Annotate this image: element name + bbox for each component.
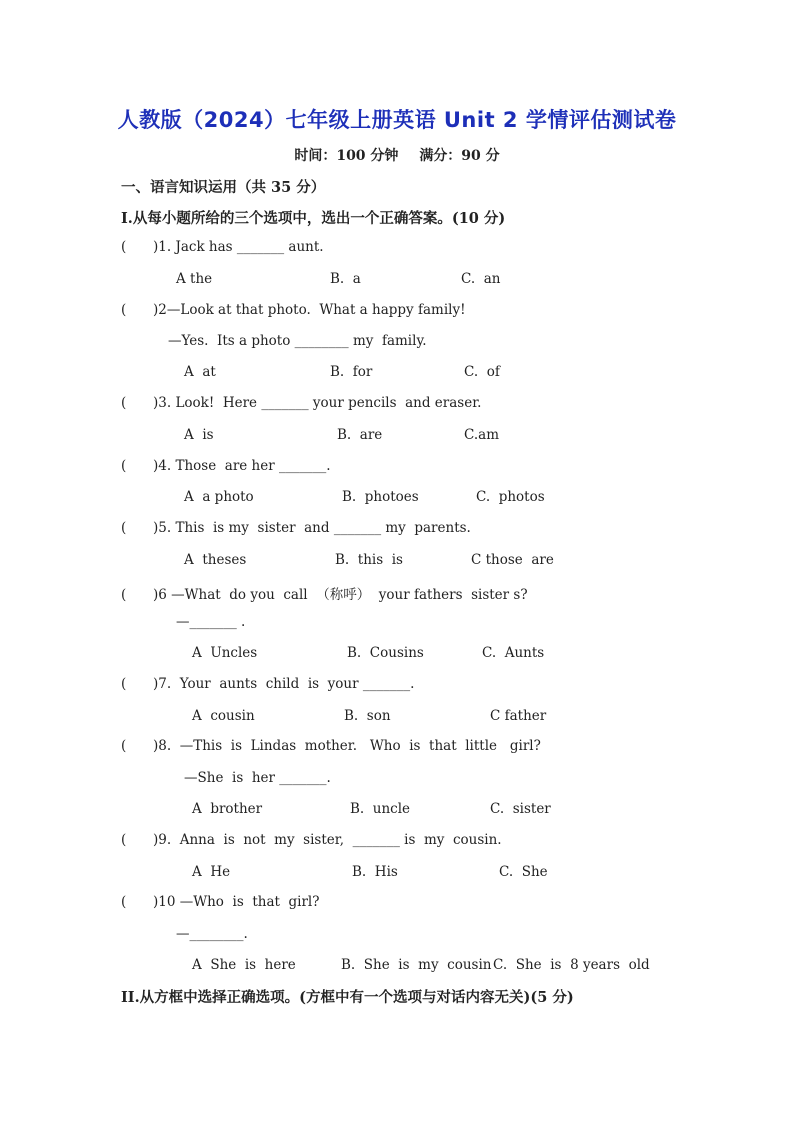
q1-option-b: B. a [330, 271, 361, 287]
answer-blank[interactable]: ( [121, 832, 127, 848]
q8-response: —She is her _______. [184, 770, 331, 786]
q7-option-a: A cousin [192, 708, 255, 724]
question-10: ( )10 —Who is that girl? [121, 894, 320, 910]
answer-blank[interactable]: ( [121, 894, 127, 910]
q5-option-a: A theses [184, 552, 247, 568]
question-1: ( )1. Jack has _______ aunt. [121, 239, 324, 255]
q3-option-b: B. are [337, 427, 383, 443]
q2-option-c: C. of [464, 364, 500, 380]
q3-option-c: C.am [464, 427, 499, 443]
q7-option-c: C father [490, 708, 547, 724]
q4-option-b: B. photoes [342, 489, 419, 505]
q9-option-b: B. His [352, 864, 398, 880]
q6-response: —_______ . [176, 614, 246, 630]
q10-option-a: A She is here [192, 957, 296, 973]
exam-score: 满分：90 分 [419, 148, 500, 164]
section-heading-part1-ii: II.从方框中选择正确选项。(方框中有一个选项与对话内容无关)(5 分) [121, 989, 574, 1006]
answer-blank[interactable]: ( [121, 395, 127, 411]
answer-blank[interactable]: ( [121, 676, 127, 692]
q4-option-c: C. photos [476, 489, 545, 505]
answer-blank[interactable]: ( [121, 587, 127, 603]
answer-blank[interactable]: ( [121, 302, 127, 318]
q10-option-c: C. She is 8 years old [493, 957, 650, 973]
q6-option-c: C. Aunts [482, 645, 545, 661]
question-3: ( )3. Look! Here _______ your pencils and eraser. [121, 395, 482, 411]
q7-option-b: B. son [344, 708, 391, 724]
section-heading-part1: 一、语言知识运用（共 35 分） [121, 179, 326, 196]
question-5: ( )5. This is my sister and _______ my parents. [121, 520, 471, 536]
answer-blank[interactable]: ( [121, 520, 127, 536]
question-6: ( )6 —What do you call （称呼） your fathers sister s? [121, 587, 528, 603]
q9-option-c: C. She [499, 864, 548, 880]
q4-option-a: A a photo [184, 489, 254, 505]
q6-option-b: B. Cousins [347, 645, 424, 661]
question-8: ( )8. —This is Lindas mother. Who is that little girl? [121, 738, 541, 754]
q1-option-a: A the [176, 271, 213, 287]
answer-blank[interactable]: ( [121, 458, 127, 474]
question-4: ( )4. Those are her _______. [121, 458, 331, 474]
exam-info [0, 145, 794, 165]
q2-option-a: A at [184, 364, 216, 380]
q5-option-c: C those are [471, 552, 554, 568]
q9-option-a: A He [192, 864, 231, 880]
q8-option-b: B. uncle [350, 801, 411, 817]
q8-option-a: A brother [192, 801, 263, 817]
section-heading-part1-i: I.从每小题所给的三个选项中，选出一个正确答案。(10 分) [121, 210, 506, 227]
q10-option-b: B. She is my cousin [341, 957, 492, 973]
question-2: ( )2—Look at that photo. What a happy family! [121, 302, 466, 318]
question-9: ( )9. Anna is not my sister, _______ is my cousin. [121, 832, 502, 848]
q8-option-c: C. sister [490, 801, 551, 817]
q2-response: —Yes. Its a photo ________ my family. [168, 333, 427, 349]
q6-option-a: A Uncles [192, 645, 258, 661]
q3-option-a: A is [184, 427, 214, 443]
question-7: ( )7. Your aunts child is your _______. [121, 676, 415, 692]
exam-time: 时间：100 分钟 [294, 148, 399, 164]
answer-blank[interactable]: ( [121, 738, 127, 754]
q2-option-b: B. for [330, 364, 373, 380]
q10-response: —________. [176, 926, 248, 942]
answer-blank[interactable]: ( [121, 239, 127, 255]
q1-option-c: C. an [461, 271, 501, 287]
q5-option-b: B. this is [335, 552, 403, 568]
page-title: 人教版（2024）七年级上册英语 Unit 2 学情评估测试卷 [117, 108, 677, 132]
